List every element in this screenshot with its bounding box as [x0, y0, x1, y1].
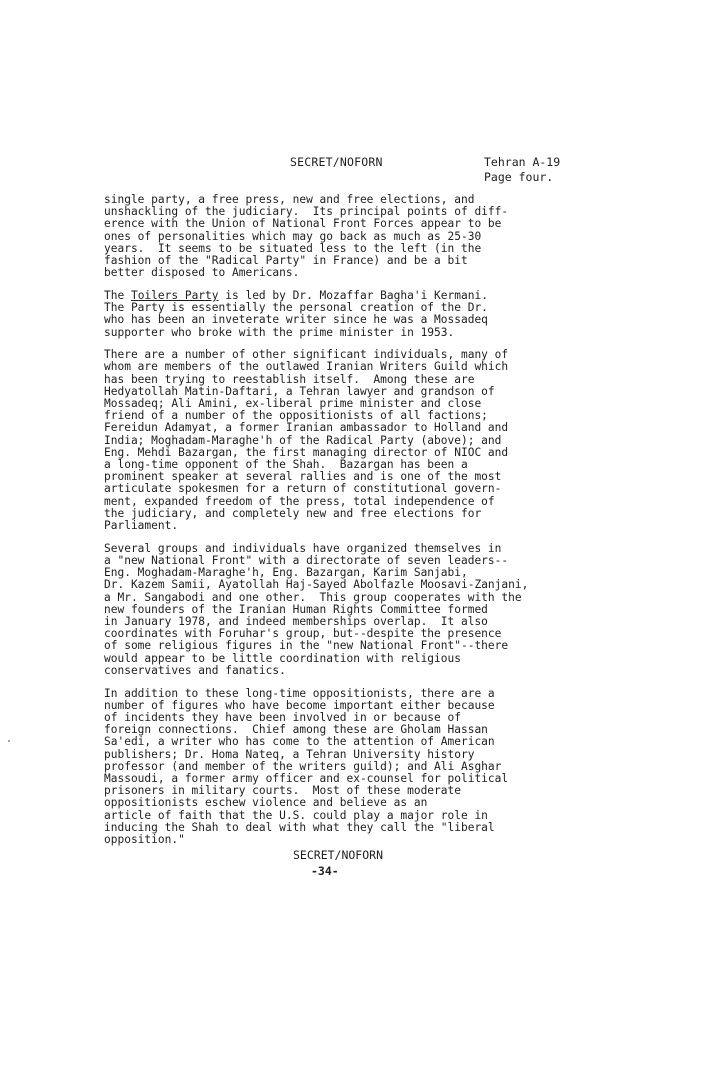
text-line: oppositionists eschew violence and believe as an: [104, 796, 428, 810]
text-line: Fereidun Adamyat, a former Iranian ambassador to Holland and: [104, 421, 509, 435]
paragraph-new-national-front: [104, 543, 604, 677]
text-line: a long-time opponent of the Shah. Bazargan has been a: [104, 458, 468, 472]
text-fragment: is led by Dr. Mozaffar Bagha'i Kermani.: [218, 288, 488, 302]
text-line: There are a number of other significant individuals, many of: [104, 348, 509, 362]
text-line: foreign connections. Chief among these are Gholam Hassan: [104, 723, 488, 737]
text-line: Eng. Moghadam-Maraghe'h, Eng. Bazargan, Karim Sanjabi,: [104, 566, 468, 580]
text-line: prisoners in military courts. Most of these moderate: [104, 784, 461, 798]
header-reference-block: [484, 155, 560, 185]
text-line: years. It seems to be situated less to the left (in the: [104, 241, 482, 255]
text-line: fashion of the "Radical Party" in France) and be a bit: [104, 254, 468, 268]
header-classification: SECRET/NOFORN: [290, 155, 383, 169]
text-line: professor (and member of the writers guild); and Ali Asghar: [104, 759, 502, 773]
text-line: of some religious figures in the "new National Front"--there: [104, 639, 509, 653]
text-line: who has been an inveterate writer since he was a Mossadeq: [104, 313, 488, 327]
text-line: ones of personalities which may go back as much as 25-30: [104, 229, 482, 243]
text-line: a "new National Front" with a directorate of seven leaders--: [104, 553, 509, 567]
text-line: number of figures who have become important either because: [104, 698, 495, 712]
text-line: articulate spokesmen for a return of constitutional govern-: [104, 482, 502, 496]
text-line: Hedyatollah Matin-Daftari, a Tehran lawyer and grandson of: [104, 384, 495, 398]
text-line: unshackling of the judiciary. Its principal points of diff-: [104, 205, 509, 219]
text-line: prominent speaker at several rallies and is one of the most: [104, 470, 502, 484]
text-line: better disposed to Americans.: [104, 266, 300, 280]
text-line: Several groups and individuals have organized themselves in: [104, 541, 502, 555]
text-line: single party, a free press, new and free elections, and: [104, 193, 475, 206]
footer-page-number: -34-: [311, 864, 339, 878]
scan-speck: [8, 740, 10, 742]
text-line: publishers; Dr. Homa Nateq, a Tehran University history: [104, 747, 475, 761]
text-line: In addition to these long-time oppositionists, there are a: [104, 686, 495, 700]
paragraph-significant-individuals: [104, 349, 604, 532]
text-line: Eng. Mehdi Bazargan, the first managing director of NIOC and: [104, 445, 509, 459]
text-line: friend of a number of the oppositionists of all factions;: [104, 409, 488, 423]
text-line: whom are members of the outlawed Iranian Writers Guild which: [104, 360, 509, 374]
document-body: [104, 194, 604, 857]
text-line: Parliament.: [104, 519, 179, 533]
text-line: opposition.": [104, 832, 185, 846]
paragraph-toilers-party: [104, 290, 604, 339]
text-line: supporter who broke with the prime minister in 1953.: [104, 325, 455, 339]
text-line: new founders of the Iranian Human Rights Committee formed: [104, 602, 488, 616]
text-line: erence with the Union of National Front Forces appear to be: [104, 217, 502, 231]
text-line: would appear to be little coordination with religious: [104, 651, 461, 665]
document-reference: Tehran A-19: [484, 155, 561, 169]
text-line: Dr. Kazem Samii, Ayatollah Haj-Sayed Abolfazle Moosavi-Zanjani,: [104, 578, 529, 592]
footer-classification: SECRET/NOFORN: [293, 848, 384, 862]
text-line: a Mr. Sangabodi and one other. This group cooperates with the: [104, 590, 522, 604]
paragraph-other-figures: [104, 688, 604, 847]
text-line: The Party is essentially the personal creation of the Dr.: [104, 301, 488, 315]
text-line: ment, expanded freedom of the press, total independence of: [104, 494, 495, 508]
text-line: in January 1978, and indeed memberships overlap. It also: [104, 615, 488, 628]
text-line: Mossadeq; Ali Amini, ex-liberal prime minister and close: [104, 397, 482, 411]
paragraph-radical-party-continued: [104, 194, 604, 279]
text-fragment: The: [104, 288, 131, 302]
text-line: article of faith that the U.S. could play a major role in: [104, 808, 488, 822]
text-line: conservatives and fanatics.: [104, 663, 286, 677]
text-line: India; Moghadam-Maraghe'h of the Radical Party (above); and: [104, 433, 502, 447]
text-line: the judiciary, and completely new and free elections for: [104, 506, 482, 520]
text-line: inducing the Shah to deal with what they call the "liberal: [104, 820, 495, 834]
page-label: Page four.: [484, 170, 554, 184]
text-line: Sa'edi, a writer who has come to the attention of American: [104, 735, 495, 749]
text-line: has been trying to reestablish itself. Among these are: [104, 372, 475, 386]
underlined-party-name: Toilers Party: [130, 288, 219, 302]
text-line: Massoudi, a former army officer and ex-counsel for political: [104, 771, 509, 785]
text-line: coordinates with Foruhar's group, but--despite the presence: [104, 627, 502, 641]
text-line: of incidents they have been involved in or because of: [104, 710, 461, 724]
